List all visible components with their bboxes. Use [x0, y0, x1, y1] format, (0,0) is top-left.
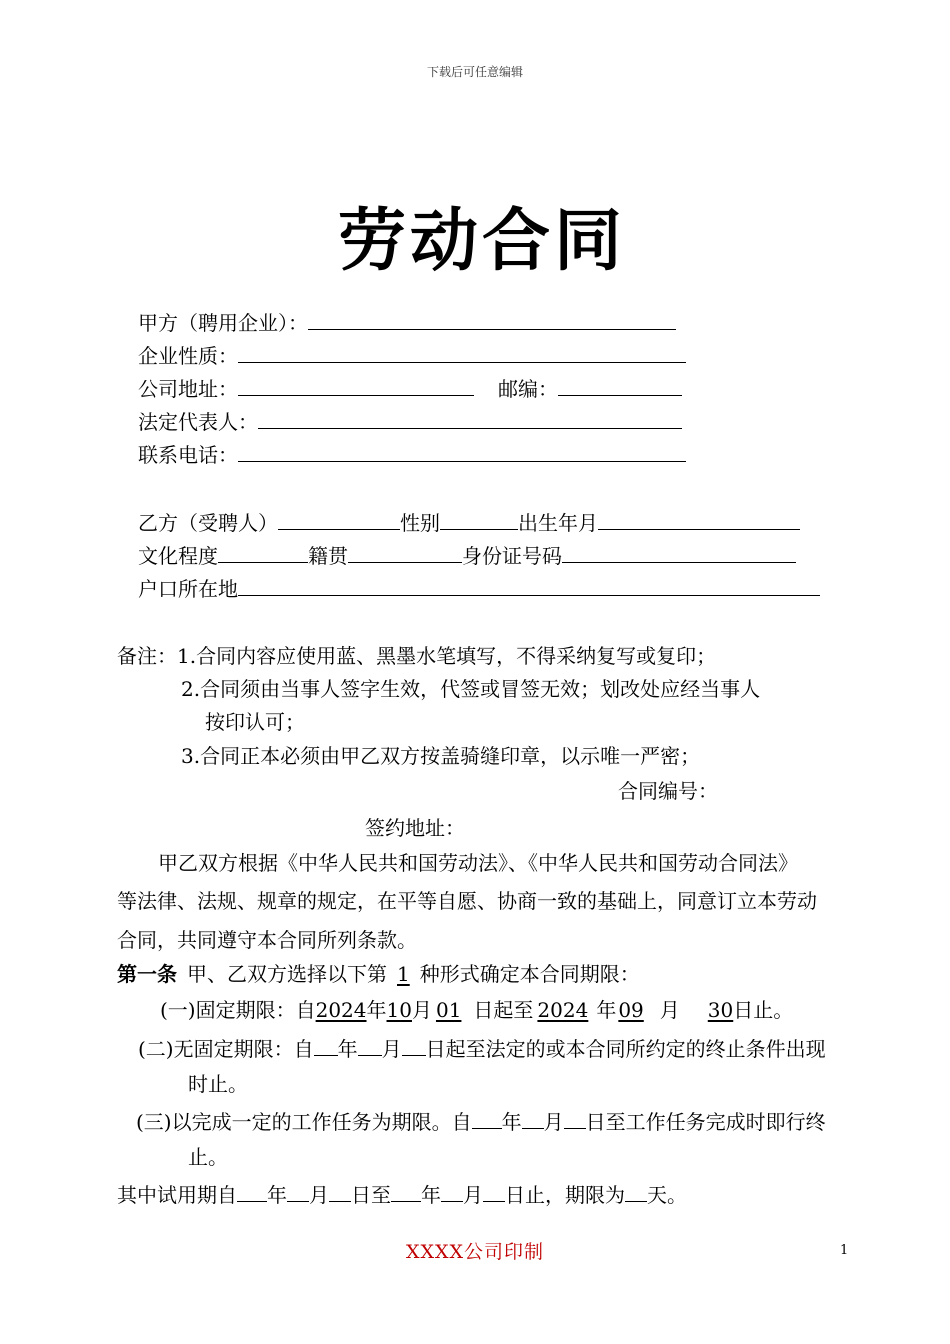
option-3-task-term	[136, 1108, 826, 1134]
sign-place-label: 签约地址：	[365, 816, 465, 840]
contact-phone-label: 联系电话：	[138, 443, 238, 467]
option-2-year-field[interactable]	[314, 1035, 338, 1056]
year-char: 年	[501, 1110, 522, 1134]
party-a-name-row	[138, 309, 676, 335]
household-field[interactable]	[238, 575, 820, 596]
month-char: 月	[411, 998, 432, 1022]
option-2-prefix: (二)无固定期限：自	[138, 1037, 314, 1061]
probation-start-day-field[interactable]	[329, 1181, 351, 1202]
month-char: 月	[381, 1037, 402, 1061]
month-char: 月	[659, 998, 680, 1022]
term-choice-field[interactable]: 1	[397, 962, 410, 986]
postcode-field[interactable]	[558, 375, 682, 396]
option-2-day-field[interactable]	[402, 1035, 426, 1056]
option-3-prefix: (三)以完成一定的工作任务为期限。自	[136, 1110, 472, 1134]
party-b-row-2	[138, 542, 796, 568]
year-char: 年	[421, 1183, 441, 1207]
month-char: 月	[309, 1183, 329, 1207]
native-place-field[interactable]	[348, 542, 462, 563]
birth-label: 出生年月	[518, 511, 598, 535]
legal-rep-row	[138, 408, 682, 434]
probation-start-year-field[interactable]	[237, 1181, 267, 1202]
notes-item-1-text: 1.合同内容应使用蓝、黑墨水笔填写，不得采纳复写或复印；	[177, 644, 717, 668]
option-2-month-field[interactable]	[358, 1035, 382, 1056]
option-3-day-field[interactable]	[564, 1108, 586, 1129]
education-label: 文化程度	[138, 544, 218, 568]
probation-days-field[interactable]	[625, 1181, 647, 1202]
company-address-field[interactable]	[238, 375, 474, 396]
probation-end-year-field[interactable]	[391, 1181, 421, 1202]
party-b-row-3	[138, 575, 820, 601]
contract-number-label: 合同编号：	[618, 779, 718, 803]
year-char: 年	[267, 1183, 287, 1207]
probation-row	[117, 1181, 687, 1207]
party-a-name-field[interactable]	[308, 309, 676, 330]
end-year-field[interactable]: 2024	[537, 998, 589, 1022]
preamble-line-3: 合同，共同遵守本合同所列条款。	[117, 928, 417, 952]
party-b-row-1	[138, 509, 800, 535]
option-3-text: 日至工作任务完成时即行终	[585, 1110, 826, 1134]
end-text: 日止，期限为	[505, 1183, 625, 1207]
year-char: 年	[596, 998, 617, 1022]
option-3-line-2: 止。	[188, 1145, 228, 1169]
start-month-field[interactable]: 10	[386, 998, 412, 1022]
probation-start-month-field[interactable]	[287, 1181, 309, 1202]
footer-company-print: XXXX公司印制	[405, 1241, 545, 1263]
notes-item-2: 2.合同须由当事人签字生效，代签或冒签无效；划改处应经当事人	[181, 677, 761, 701]
probation-end-month-field[interactable]	[441, 1181, 463, 1202]
notes-prefix: 备注：	[117, 644, 177, 668]
legal-rep-label: 法定代表人：	[138, 410, 258, 434]
option-2-line-2: 时止。	[188, 1072, 248, 1096]
day-text: 天。	[647, 1183, 687, 1207]
end-month-field[interactable]: 09	[618, 998, 644, 1022]
company-nature-label: 企业性质：	[138, 344, 238, 368]
birth-field[interactable]	[598, 509, 800, 530]
option-2-text: 日起至法定的或本合同所约定的终止条件出现	[425, 1037, 826, 1061]
notes-item-3: 3.合同正本必须由甲乙双方按盖骑缝印章，以示唯一严密；	[181, 744, 701, 768]
party-a-name-label: 甲方（聘用企业）：	[138, 311, 308, 335]
article-1-text-a: 甲、乙双方选择以下第	[187, 962, 387, 986]
header-note: 下载后可任意编辑	[426, 65, 523, 79]
preamble-line-2: 等法律、法规、规章的规定，在平等自愿、协商一致的基础上，同意订立本劳动	[117, 889, 817, 913]
to-text: 日至	[351, 1183, 391, 1207]
end-text: 日止。	[733, 998, 794, 1022]
month-char: 月	[463, 1183, 483, 1207]
option-1-fixed-term	[160, 998, 793, 1022]
party-b-name-label: 乙方（受聘人）	[138, 511, 278, 535]
id-number-field[interactable]	[562, 542, 796, 563]
start-day-field[interactable]: 01	[435, 998, 462, 1022]
gender-field[interactable]	[440, 509, 518, 530]
option-3-month-field[interactable]	[522, 1108, 544, 1129]
option-1-prefix: (一)固定期限：自	[160, 998, 316, 1022]
month-char: 月	[543, 1110, 564, 1134]
from-text: 日起至	[473, 998, 534, 1022]
page-number: 1	[840, 1243, 849, 1258]
article-1	[117, 962, 640, 986]
probation-end-day-field[interactable]	[483, 1181, 505, 1202]
postcode-label: 邮编：	[498, 377, 558, 401]
company-nature-row	[138, 342, 686, 368]
company-nature-field[interactable]	[238, 342, 686, 363]
household-label: 户口所在地	[138, 577, 238, 601]
year-char: 年	[366, 998, 387, 1022]
company-address-label: 公司地址：	[138, 377, 238, 401]
option-2-open-term	[138, 1035, 826, 1061]
article-1-text-b: 种形式确定本合同期限：	[419, 962, 640, 986]
native-place-label: 籍贯	[308, 544, 348, 568]
year-char: 年	[337, 1037, 358, 1061]
probation-label: 其中试用期自	[117, 1183, 237, 1207]
end-day-field[interactable]: 30	[707, 998, 734, 1022]
contact-phone-row	[138, 441, 686, 467]
contact-phone-field[interactable]	[238, 441, 686, 462]
option-3-year-field[interactable]	[472, 1108, 502, 1129]
article-1-heading: 第一条	[117, 962, 177, 986]
company-address-row	[138, 375, 682, 401]
party-b-name-field[interactable]	[278, 509, 400, 530]
legal-rep-field[interactable]	[258, 408, 682, 429]
start-year-field[interactable]: 2024	[315, 998, 367, 1022]
education-field[interactable]	[218, 542, 308, 563]
id-number-label: 身份证号码	[462, 544, 562, 568]
gender-label: 性别	[400, 511, 440, 535]
preamble-line-1: 甲乙双方根据《中华人民共和国劳动法》、《中华人民共和国劳动合同法》	[158, 851, 798, 875]
page-title: 劳动合同	[337, 202, 626, 281]
notes-item-1	[117, 644, 716, 668]
notes-item-2-cont: 按印认可；	[205, 710, 305, 734]
